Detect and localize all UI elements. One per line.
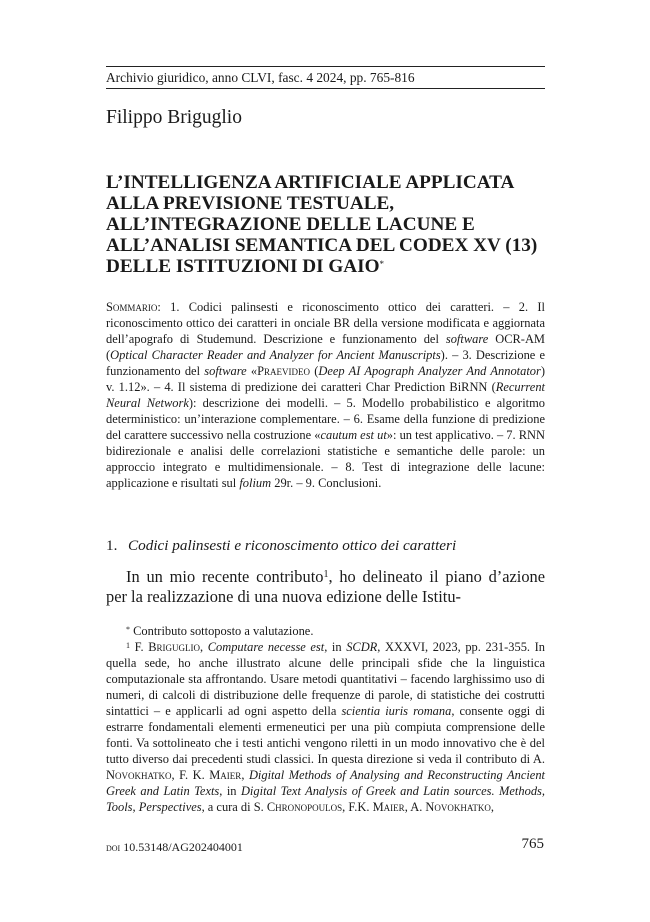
summary-text: OCR-AM ( <box>106 332 545 362</box>
footnote-mark: * <box>126 625 130 634</box>
body-text-run: , ho delineato il piano d’azione per la realizzazione di una nuova edizione delle Istitu- <box>106 567 545 606</box>
footnotes <box>106 623 545 815</box>
footnote-smallcaps: Maier <box>372 800 405 814</box>
title-footnote-mark: * <box>379 259 385 269</box>
summary-italic: software <box>204 364 247 378</box>
footnote-text: , <box>241 768 249 782</box>
body-paragraph <box>106 567 545 607</box>
footnote-smallcaps: Briguglio <box>148 640 201 654</box>
footnote-text: , in <box>324 640 347 654</box>
footnote-1 <box>106 639 545 815</box>
section-title: Codici palinsesti e riconoscimento ottico dei caratteri <box>128 537 457 554</box>
footnote-text: F. <box>134 640 149 654</box>
footnote-star <box>106 623 545 639</box>
footnote-smallcaps: Novokhatko <box>425 800 491 814</box>
summary-italic: cautum est ut <box>320 428 387 442</box>
header-bottom-rule <box>106 88 545 89</box>
summary-text: ( <box>310 364 319 378</box>
journal-citation: Archivio giuridico, anno CLVI, fasc. 4 2024, pp. 765-816 <box>106 70 415 85</box>
footnote-italic: scientia iuris romana <box>341 704 452 718</box>
body-text <box>106 567 545 607</box>
summary-paragraph <box>106 299 545 491</box>
section-heading <box>106 537 456 555</box>
summary-text: »: un test applicativo. – 7. RNN bidirezionale e analisi delle correlazioni statistiche e semantiche delle parole: un approccio integrato e multidimensionale. – 8. Test di integrazione delle lacune: applicazione e risultati sul <box>106 428 545 490</box>
footnote-italic: Digital Text Analysis of Greek and Latin sources. Methods, Tools, Perspectives <box>106 784 545 814</box>
footnote-smallcaps: Chronopoulos <box>266 800 343 814</box>
footnote-text: , XXXVI, 2023, pp. 231-355. In quella sede, ho anche illustrato alcune delle principali sfide che la linguistica computazionale sta affrontando. Usare metodi quantitativi – facendo larghissimo uso di numeri, di calcoli di distribuzione delle frequenze di parole, di statistiche dei costrutti sintattici – e applicarli ad ogni aspetto della <box>106 640 545 718</box>
footnote-text: , <box>490 800 495 814</box>
header-top-rule <box>106 66 545 67</box>
summary-italic: Optical Character Reader and Analyzer for Ancient Manuscripts <box>110 348 441 362</box>
footnote-text: Contributo sottoposto a valutazione. <box>133 624 314 638</box>
section-number: 1. <box>106 537 118 554</box>
article-title <box>106 172 551 277</box>
footnote-text: , consente oggi di estrarre fondamentali elementi ermeneutici per una più compiuta comprensione delle fonti. Va sottolineato che i testi antichi vengono riletti in un modo innovativo che è del tutto diverso dai precedenti studi classici. In questa direzione si veda il contributo di A. <box>106 704 545 766</box>
doi <box>106 840 243 855</box>
title-text: L’INTELLIGENZA ARTIFICIALE APPLICATA ALLA PREVISIONE TESTUALE, ALL’INTEGRAZIONE DELLE LACUNE E ALL’ANALISI SEMANTICA DEL CODEX XV (13) DELLE ISTITUZIONI DI GAIO <box>106 172 538 277</box>
footnote-italic: Digital Methods of Analysing and Reconstructing Ancient Greek and Latin Texts <box>106 768 545 798</box>
author-name: Filippo Briguglio <box>106 107 242 128</box>
footnote-text: , in <box>219 784 241 798</box>
summary-text: ) v. 1.12». – 4. Il sistema di predizione dei caratteri Char Prediction BiRNN ( <box>106 364 546 394</box>
summary-italic: software <box>445 332 489 346</box>
footnote-text: , A. <box>404 800 426 814</box>
summary-text: ): descrizione dei modelli. – 5. Modello probabilistico e algoritmo deterministico: un’interazione complementare. – 6. Esame della funzione di predizione del carattere successivo nella costruzione « <box>106 396 546 442</box>
footnote-text: , a cura di S. <box>201 800 267 814</box>
doi-value: 10.53148/AG202404001 <box>123 840 243 854</box>
summary-label: Sommario <box>106 300 158 314</box>
footnote-smallcaps: Novokhatko <box>106 768 172 782</box>
footnote-mark: 1 <box>126 641 130 650</box>
summary-text: 29r. – 9. Conclusioni. <box>271 476 382 490</box>
body-text-run: In un mio recente contributo <box>126 567 324 586</box>
page-number: 765 <box>521 836 544 852</box>
summary-smallcaps: Praevideo <box>257 364 311 378</box>
summary-italic: folium <box>239 476 272 490</box>
summary-text: ). – 3. Descrizione e funzionamento del <box>106 348 545 378</box>
footnote-italic: Computare necesse est <box>207 640 325 654</box>
footnote-italic: SCDR <box>346 640 378 654</box>
summary-text: « <box>246 364 258 378</box>
summary-text: : 1. Codici palinsesti e riconoscimento ottico dei caratteri. – 2. Il riconoscimento ottico dei caratteri in onciale BR della versione modificata e aggiornata dell’apografo di Studemund. Descrizione e funzionamento del <box>106 300 545 346</box>
summary-italic: Recurrent Neural Network <box>106 380 545 410</box>
footnote-smallcaps: Maier <box>209 768 242 782</box>
footnote-text: , <box>200 640 208 654</box>
doi-label: doi <box>106 840 121 854</box>
footnote-reference[interactable]: 1 <box>323 569 329 580</box>
summary-italic: Deep AI Apograph Analyzer And Annotator <box>318 364 541 378</box>
footnote-text: , F. K. <box>171 768 210 782</box>
footnote-text: , F.K. <box>342 800 373 814</box>
